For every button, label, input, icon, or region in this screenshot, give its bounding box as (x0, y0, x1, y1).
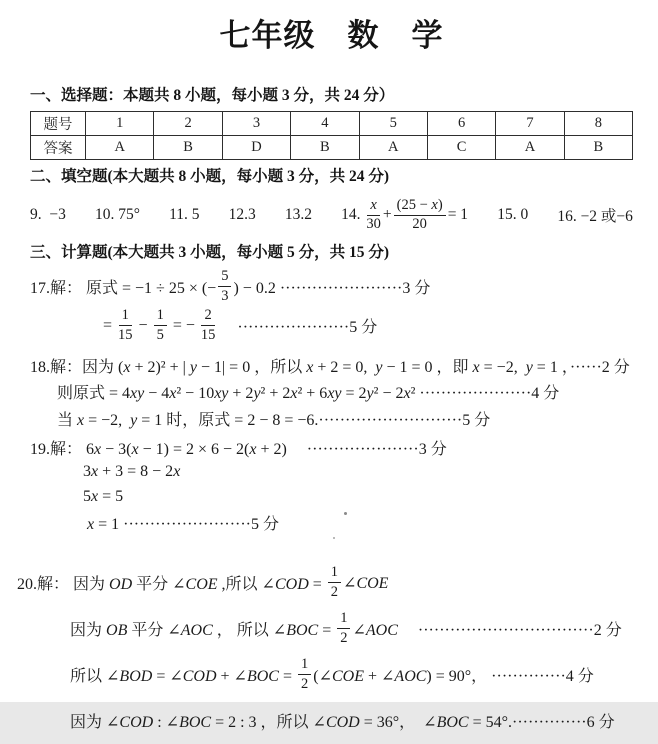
solution-line (30, 267, 633, 306)
fill-answer (497, 206, 528, 224)
solution-line (83, 510, 633, 535)
fill-answer (229, 206, 256, 224)
table-cell-answer: B (564, 136, 632, 160)
solution-line (70, 606, 633, 652)
math-text: x = 1 ························5 分 (87, 515, 280, 533)
solution-line (83, 460, 633, 485)
fraction (201, 308, 216, 342)
fraction-denominator: 20 (412, 216, 427, 232)
fraction-numerator: 5 (218, 269, 231, 287)
table-cell-answer: A (86, 136, 154, 160)
table-cell-number: 2 (154, 112, 222, 136)
math-text: 16. −2 或−6 (557, 208, 633, 225)
table-cell-answer: A (496, 136, 564, 160)
row-label-question-number: 题号 (31, 112, 86, 136)
fraction-denominator: 2 (340, 629, 348, 646)
table-cell-number: 4 (291, 112, 359, 136)
math-text: − (134, 316, 152, 334)
math-text: 14. (341, 206, 365, 223)
solution-line (57, 379, 633, 406)
fraction-denominator: 30 (366, 216, 381, 232)
math-text: 因为 OB 平分 ∠AOC ， 所以 ∠BOC = (70, 622, 336, 639)
table-cell-answer: B (291, 136, 359, 160)
calc-problems (17, 267, 633, 744)
math-text: 5x = 5 (83, 488, 124, 505)
fraction (154, 308, 167, 342)
fraction-denominator: 3 (221, 287, 229, 304)
solution-line (70, 652, 633, 698)
math-text: 19.解： 6x − 3(x − 1) = 2 × 6 − 2(x + 2) ·····················3 分 (30, 440, 447, 458)
table-cell-answer: A (359, 136, 427, 160)
math-text: ∠COE (343, 574, 389, 592)
problem-20 (17, 560, 633, 744)
math-text: 10. 75° (95, 206, 140, 223)
fraction-denominator: 2 (301, 675, 309, 692)
scan-speck (333, 537, 335, 539)
fill-answer (169, 206, 199, 224)
fraction-numerator: 1 (298, 657, 311, 675)
table-cell-number: 8 (564, 112, 632, 136)
math-text: (∠COE + ∠AOC) = 90°， ··············4 分 (313, 668, 594, 685)
math-text: ·····················5 分 (217, 319, 378, 336)
solution-line (30, 435, 633, 460)
fraction-denominator: 2 (330, 583, 339, 600)
fraction-denominator: 5 (156, 326, 164, 343)
fill-answer (285, 206, 312, 224)
fraction (118, 308, 133, 342)
fill-answer (341, 198, 468, 232)
math-text: ∠AOC ·································2 分 (352, 622, 622, 639)
fraction-numerator: 1 (119, 308, 132, 326)
fraction (366, 198, 381, 232)
math-text: ) − 0.2 ·······················3 分 (233, 280, 431, 297)
fill-answer (95, 206, 140, 224)
fraction-denominator: 15 (200, 326, 216, 343)
table-row-answers (31, 136, 633, 160)
fill-answer (30, 206, 66, 224)
fraction-denominator: 15 (118, 326, 133, 343)
math-text: = − (168, 316, 199, 334)
problem-18 (30, 352, 633, 432)
math-text: = (103, 316, 117, 334)
math-text: = 1 (447, 206, 469, 223)
table-cell-answer: C (427, 136, 495, 160)
fraction-numerator: x (367, 198, 379, 216)
math-text: 所以 ∠BOD = ∠COD + ∠BOC = (70, 668, 296, 685)
scan-speck (344, 512, 347, 515)
solution-line (30, 352, 633, 379)
solution-line (17, 560, 633, 606)
page-title: 七年级 数 学 (219, 18, 444, 53)
table-row-numbers (31, 112, 633, 136)
math-text: 17.解： 原式 = −1 ÷ 25 × (− (30, 280, 217, 297)
table-cell-number: 3 (222, 112, 290, 136)
fraction-numerator: 2 (201, 308, 214, 326)
math-text: 因为 ∠COD : ∠BOC = 2 : 3 ，所以 ∠COD = 36°， ∠BOC = 54°.··············6 分 (70, 714, 615, 731)
fraction-numerator: (25 − x) (394, 198, 446, 216)
math-text: 11. 5 (169, 206, 200, 223)
math-text: 则原式 = 4xy − 4x² − 10xy + 2y² + 2x² + 6xy = 2y² − 2x² ·····················4 分 (57, 385, 560, 403)
problem-19 (30, 435, 633, 535)
fraction (394, 198, 446, 232)
section-heading-fill: 二、填空题(本大题共 8 小题，每小题 3 分，共 24 分) (30, 168, 390, 185)
fraction-numerator: 1 (154, 308, 167, 326)
table-cell-number: 6 (427, 112, 495, 136)
math-text: 当 x = −2, y = 1 时，原式 = 2 − 8 = −6.···························5 分 (57, 411, 491, 429)
section-heading-calc: 三、计算题(本大题共 3 小题，每小题 5 分，共 15 分) (30, 244, 390, 261)
math-text: 3x + 3 = 8 − 2x (83, 463, 181, 480)
row-label-answer: 答案 (31, 136, 86, 160)
fraction (298, 657, 311, 691)
fraction (218, 269, 231, 303)
solution-line (103, 306, 633, 345)
fraction (328, 565, 341, 599)
table-cell-answer: D (222, 136, 290, 160)
problem-17 (30, 267, 633, 345)
answer-table (30, 111, 633, 160)
solution-line (83, 485, 633, 510)
math-text: 13.2 (284, 206, 313, 223)
math-text: 12.3 (228, 206, 256, 223)
solution-line (70, 698, 633, 744)
math-text: 9. −3 (30, 206, 66, 223)
math-text: 15. 0 (497, 206, 529, 223)
section-heading-choice: 一、选择题：本题共 8 小题，每小题 3 分，共 24 分） (30, 87, 395, 104)
fraction-numerator: 1 (337, 611, 350, 629)
table-cell-number: 5 (359, 112, 427, 136)
fraction-numerator: 1 (328, 565, 341, 583)
table-cell-answer: B (154, 136, 222, 160)
table-cell-number: 1 (86, 112, 154, 136)
fill-answers-line (30, 192, 633, 238)
fraction (337, 611, 350, 645)
fill-answer (557, 204, 633, 226)
math-text: + (382, 206, 392, 223)
math-text: 20.解： 因为 OD 平分 ∠COE ,所以 ∠COD = (17, 576, 326, 593)
table-cell-number: 7 (496, 112, 564, 136)
solution-line (57, 405, 633, 432)
math-text: 18.解：因为 (x + 2)² + | y − 1| = 0 ，所以 x + 2 = 0, y − 1 = 0 ，即 x = −2, y = 1 ，······2 分 (30, 358, 630, 376)
